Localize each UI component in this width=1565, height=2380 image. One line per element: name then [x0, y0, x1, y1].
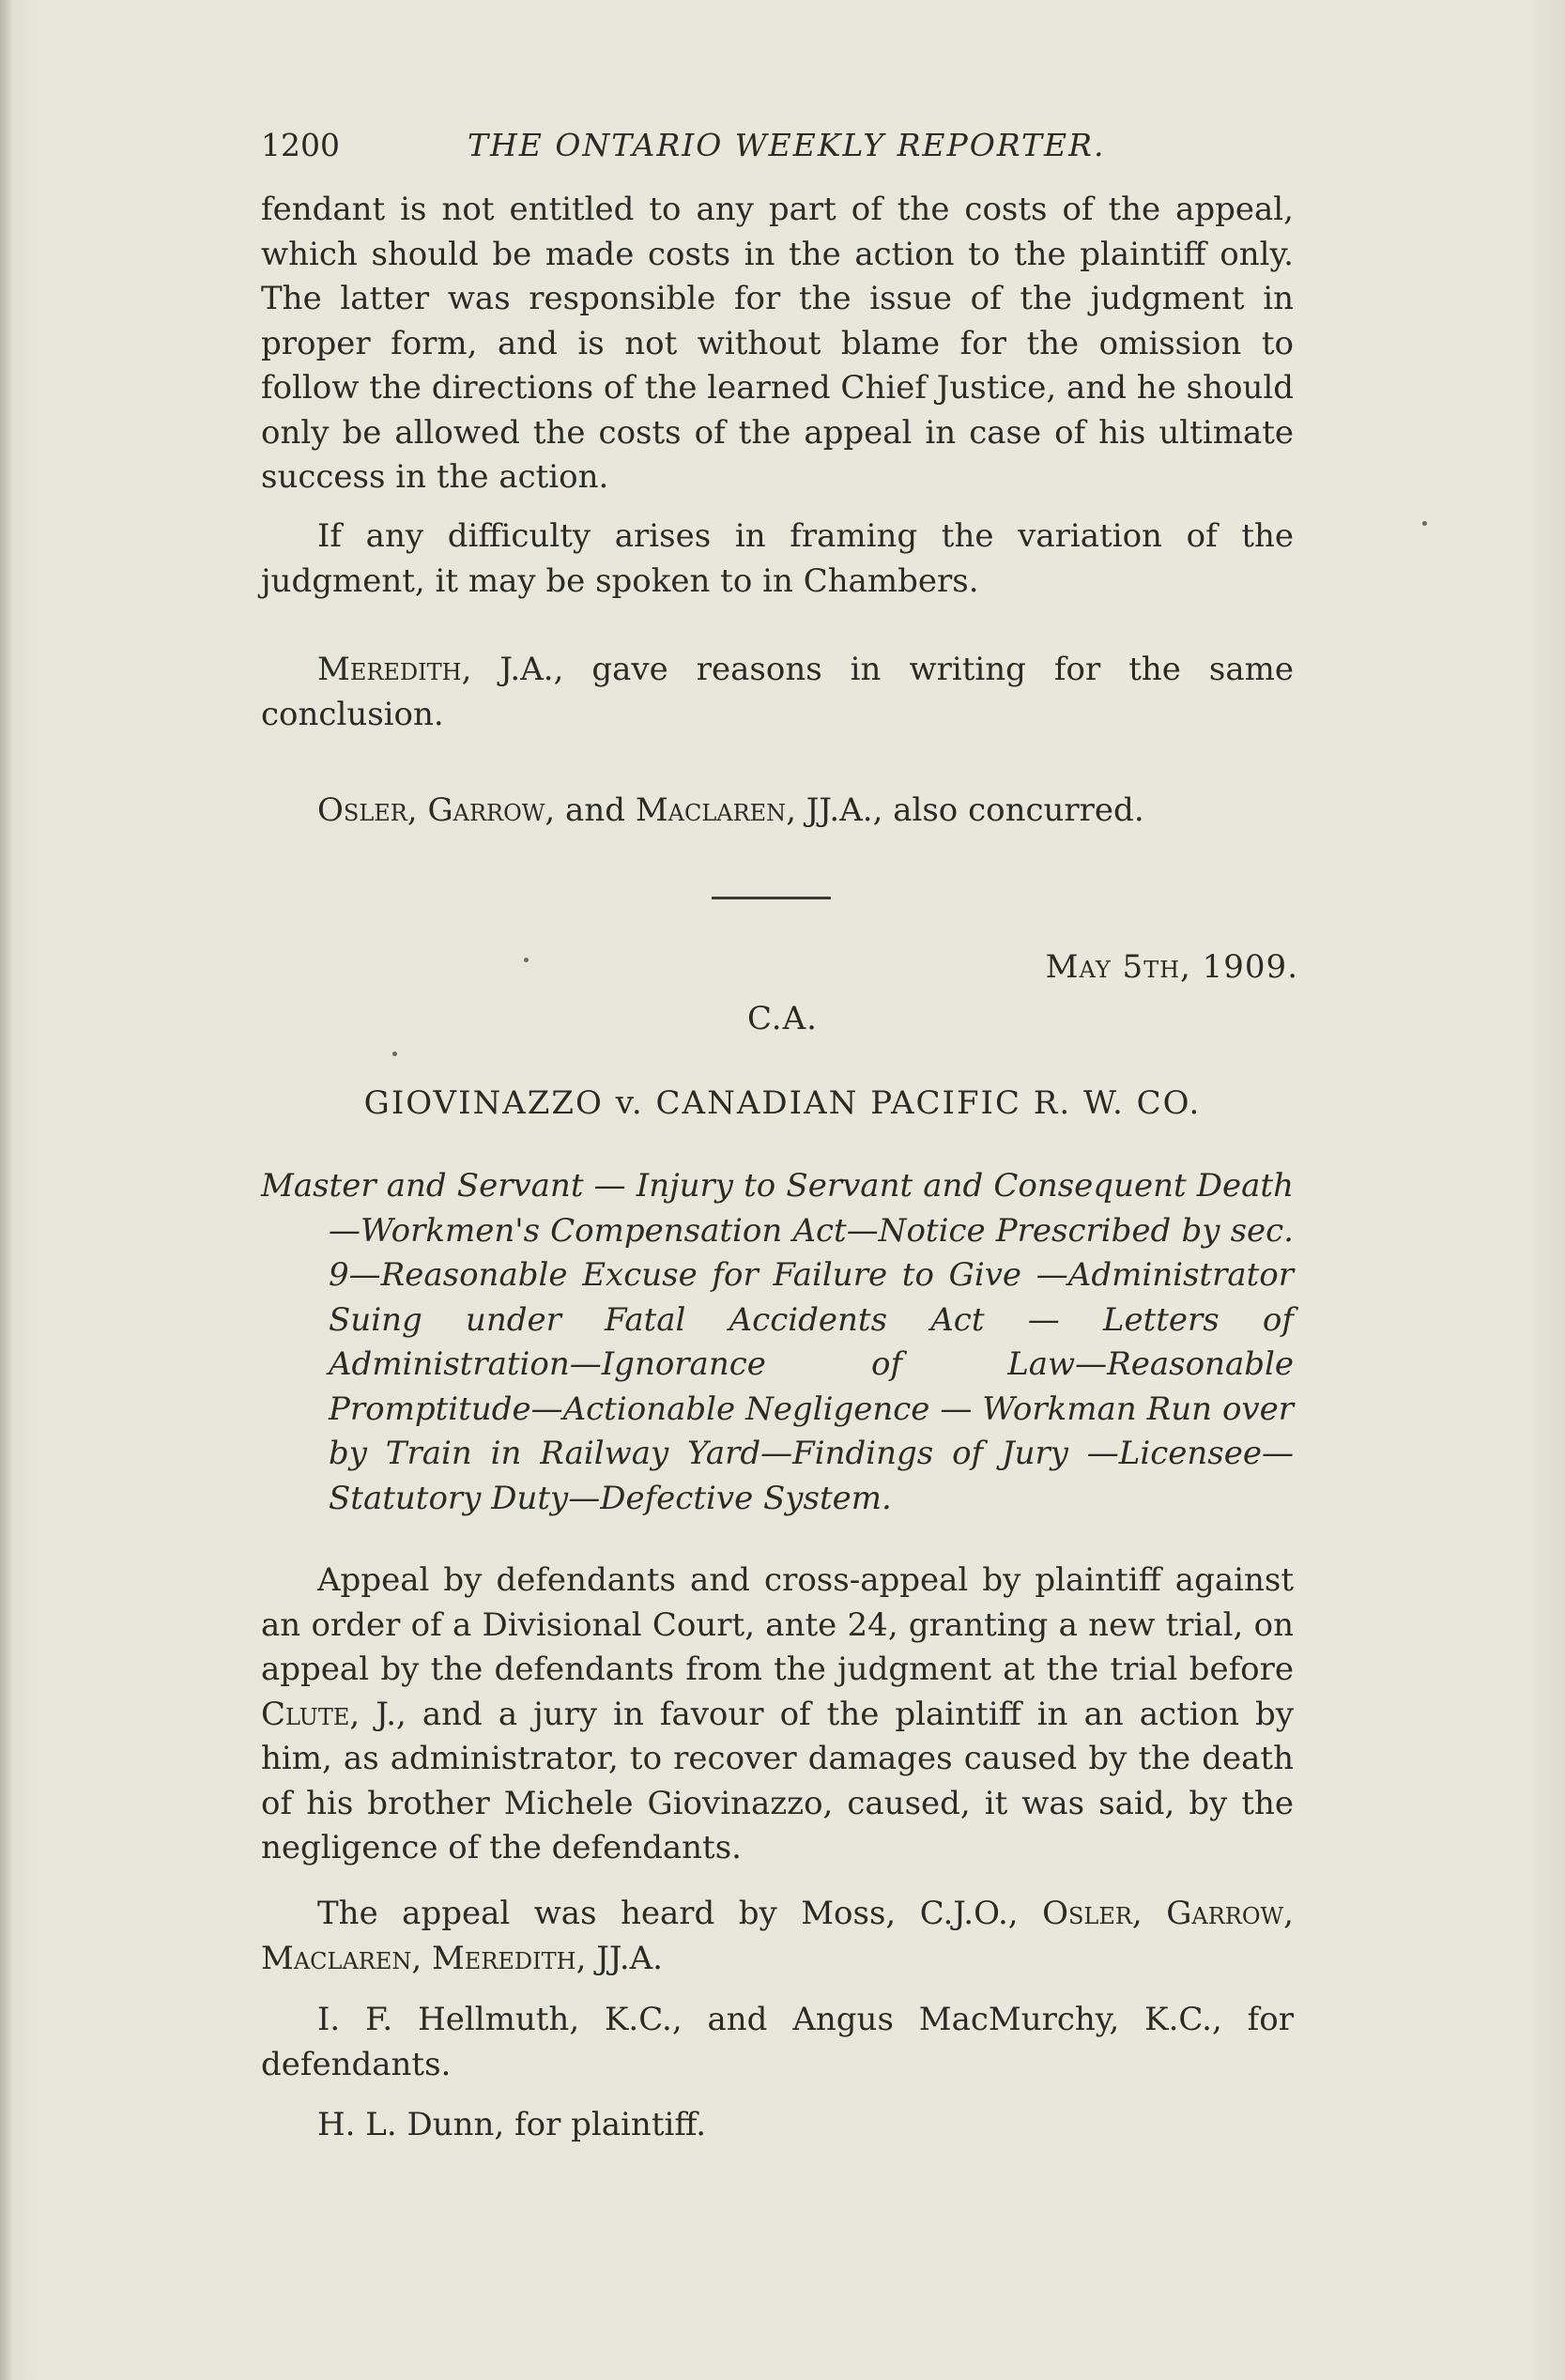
paper-speck	[392, 1052, 397, 1056]
paragraph-counsel-defendants: I. F. Hellmuth, K.C., and Angus MacMurchy, K.C., for defendants.	[261, 2001, 1294, 2083]
section-divider	[712, 897, 831, 899]
paragraph-continuation: fendant is not entitled to any part of the costs of the appeal, which should be made costs in the action to the plaintiff only. The latter was responsible for the issue of the judgment in proper form, and is not without blame for the omission to follow the directions of the learned Chief Justice, and he should only be allowed the costs of the appeal in case of his ultimate success in the action.	[261, 191, 1294, 496]
paragraph-text: The appeal was heard by Moss, C.J.O.,	[317, 1895, 1043, 1932]
paragraph-heard-by	[261, 1892, 1294, 1981]
page-number: 1200	[261, 127, 340, 163]
conjunction: and	[555, 791, 636, 829]
paper-speck	[524, 958, 529, 962]
paragraph-meredith	[261, 648, 1294, 737]
case-title: GIOVINAZZO v. CANADIAN PACIFIC R. W. CO.	[363, 1084, 1202, 1122]
paragraph-counsel-plaintiff: H. L. Dunn, for plaintiff.	[317, 2106, 707, 2143]
paragraph-text: , JJ.A., also concurred.	[786, 791, 1144, 829]
headnote: Master and Servant — Injury to Servant and Consequent Death—Workmen's Compensation Act—Notice Prescribed by sec. 9—Reasonable Excuse for Failure to Give —Administrator Suing under Fatal Accidents Act — Letters of Administration—Ignorance of Law—Reasonable Promptitude—Actionable Negligence — Workman Run over by Train in Railway Yard—Findings of Jury —Licensee—Statutory Duty—Defective System.	[261, 1167, 1294, 1517]
paragraph-text: , J.A., gave reasons in writing for the same conclusion.	[261, 651, 1294, 733]
judge-name: Meredith	[317, 651, 462, 688]
judge-name: Maclaren	[635, 791, 787, 829]
paragraph-text: Appeal by defendants and cross-appeal by plaintiff against an order of a Divisional Court, ante 24, granting a new trial, on appeal by the defendants from the judgment at the trial before	[261, 1561, 1294, 1688]
paragraph-concurred	[261, 789, 1294, 834]
page-edge	[0, 0, 11, 2380]
judge-names: Osler, Garrow, Maclaren, Meredith	[261, 1895, 1294, 1977]
paragraph-text: , JJ.A.	[575, 1939, 663, 1977]
judge-names: Osler, Garrow,	[317, 791, 556, 829]
court-label: C.A.	[747, 1000, 818, 1037]
page-header	[261, 127, 1294, 174]
paragraph-appeal	[261, 1559, 1294, 1871]
case-date: May 5th, 1909.	[1045, 948, 1298, 986]
judge-name: Clute	[261, 1695, 350, 1733]
paper-speck	[1422, 521, 1427, 526]
paragraph-text: , J., and a jury in favour of the plaintiff in an action by him, as administrator, to recover damages caused by the death of his brother Michele Giovinazzo, caused, it was said, by the negligence of the defendants.	[261, 1695, 1294, 1866]
paragraph-chambers: If any difficulty arises in framing the variation of the judgment, it may be spoken to in Chambers.	[261, 517, 1294, 600]
running-head: THE ONTARIO WEEKLY REPORTER.	[468, 127, 1106, 163]
